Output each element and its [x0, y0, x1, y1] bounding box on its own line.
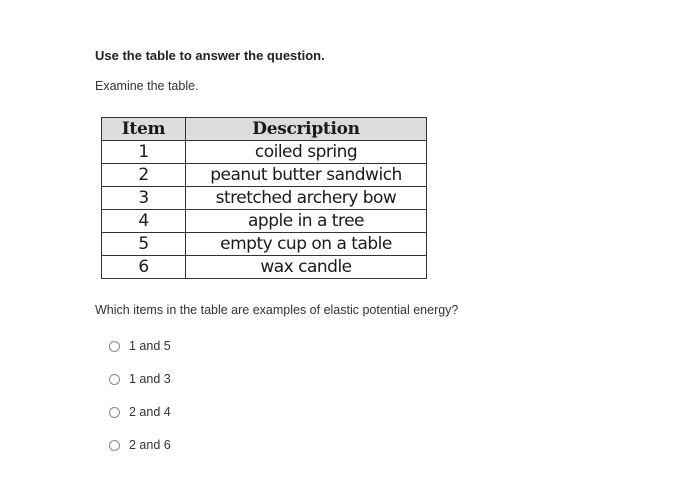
radio-button-icon[interactable]: [109, 374, 120, 385]
option-1-and-3[interactable]: [109, 371, 171, 387]
cell-description: stretched archery bow: [186, 187, 427, 210]
option-label[interactable]: 1 and 3: [129, 372, 171, 386]
cell-description: peanut butter sandwich: [186, 164, 427, 187]
table-row: [102, 164, 427, 187]
table-header-row: [102, 118, 427, 141]
option-1-and-5[interactable]: [109, 338, 171, 354]
cell-description: coiled spring: [186, 141, 427, 164]
table-image: [101, 117, 427, 279]
radio-button-icon[interactable]: [109, 341, 120, 352]
cell-description: apple in a tree: [186, 210, 427, 233]
option-2-and-6[interactable]: [109, 437, 171, 453]
cell-item: 1: [102, 141, 186, 164]
option-label[interactable]: 1 and 5: [129, 339, 171, 353]
table-row: [102, 256, 427, 279]
radio-button-icon[interactable]: [109, 440, 120, 451]
cell-item: 5: [102, 233, 186, 256]
answer-options: [109, 338, 171, 470]
option-2-and-4[interactable]: [109, 404, 171, 420]
cell-item: 3: [102, 187, 186, 210]
question-text: Which items in the table are examples of elastic potential energy?: [95, 303, 459, 317]
header-description: Description: [186, 118, 427, 141]
table-row: [102, 141, 427, 164]
cell-item: 2: [102, 164, 186, 187]
cell-item: 4: [102, 210, 186, 233]
cell-description: empty cup on a table: [186, 233, 427, 256]
radio-button-icon[interactable]: [109, 407, 120, 418]
option-label[interactable]: 2 and 6: [129, 438, 171, 452]
table-row: [102, 210, 427, 233]
table-row: [102, 233, 427, 256]
examine-text: Examine the table.: [95, 79, 199, 93]
header-item: Item: [102, 118, 186, 141]
table-row: [102, 187, 427, 210]
option-label[interactable]: 2 and 4: [129, 405, 171, 419]
instruction-text: Use the table to answer the question.: [95, 48, 325, 63]
cell-item: 6: [102, 256, 186, 279]
data-table: [101, 117, 427, 279]
cell-description: wax candle: [186, 256, 427, 279]
